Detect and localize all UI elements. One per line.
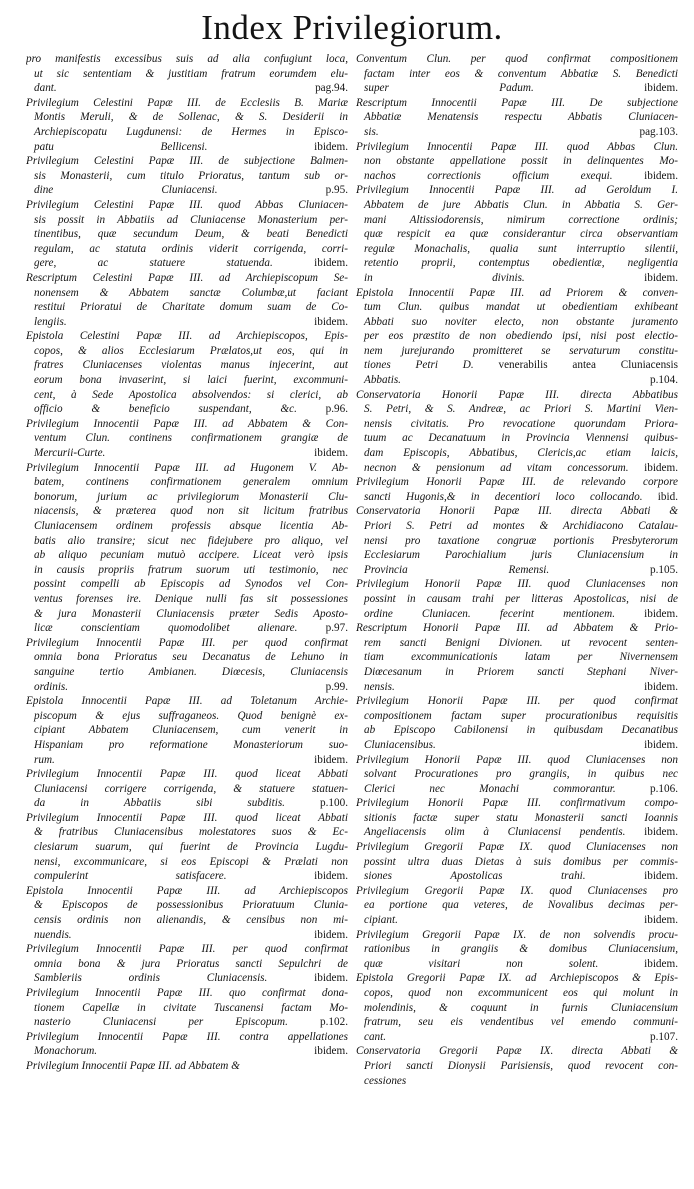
entry-line: tiam excommunicationis latam per Nivernensem bbox=[364, 651, 678, 664]
entry-line bbox=[356, 358, 678, 373]
page-reference: ibidem. bbox=[644, 271, 678, 284]
entry-line: rem sancti Benigni Divionen. ut revocent senten- bbox=[364, 636, 678, 649]
index-entry bbox=[26, 767, 348, 811]
entry-line: Privilegium Honorii Papæ III. quod Cluniacenses non bbox=[356, 578, 678, 591]
entry-line bbox=[356, 169, 678, 184]
entry-line: nonensem & Abbatem sanctæ Columbæ,ut faciant bbox=[34, 286, 348, 299]
entry-line: Cluniacensi corrigere corrigenda, & statuere statuen- bbox=[34, 782, 348, 795]
entry-line: Archiepiscopatu Lugdunensi: de Hermes in Episco- bbox=[34, 125, 348, 138]
entry-line bbox=[356, 782, 678, 797]
entry-line: Rescriptum Innocentii Papæ III. De subjectione bbox=[356, 96, 678, 109]
entry-text: cant. bbox=[364, 1030, 651, 1043]
entry-line: Abbatiæ Menatensis respectu Abbatis Cluniacen- bbox=[364, 111, 678, 124]
entry-line: & jura Monasterii Cluniacensis præter Sedis Aposto- bbox=[34, 607, 348, 620]
page-reference: p.96. bbox=[325, 403, 348, 416]
entry-line bbox=[26, 315, 348, 330]
index-entry bbox=[26, 1030, 348, 1059]
page-reference: ibidem. bbox=[644, 82, 678, 95]
entry-line: Conventum Clun. per quod confirmat compositionem bbox=[356, 53, 678, 65]
entry-line: ab aliquo pecuniam mutuò accipere. Liceat verò ipsis bbox=[34, 549, 348, 562]
entry-line: tinentibus, quæ secundum Deum, & beati Benedicti bbox=[34, 228, 348, 241]
entry-line: nensi pro taxatione congruæ portionis Presbyterorum bbox=[364, 534, 678, 547]
entry-line: Privilegium Innocentii Papæ III. quod Abbas Clun. bbox=[356, 140, 678, 153]
entry-line: tionem Capellæ in civitate Tuscanensi factam Mo- bbox=[34, 1001, 348, 1014]
index-entry bbox=[26, 417, 348, 461]
page-reference: p.106. bbox=[650, 782, 678, 795]
entry-line: piscopum & ejus suffraganeos. Quod benignè ex- bbox=[34, 709, 348, 722]
page-reference: p.104. bbox=[650, 374, 678, 387]
page-reference: p.95. bbox=[325, 184, 348, 197]
entry-line: ut sic sententiam & justitiam fratrum eorumdem elu- bbox=[34, 67, 348, 80]
entry-line: ventus forenses ire. Denique nulli fas sit possessiones bbox=[34, 592, 348, 605]
entry-line: in causis propriis fratrum suorum uti testimonio, nec bbox=[34, 563, 348, 576]
entry-line bbox=[356, 825, 678, 840]
page-reference: p.105. bbox=[650, 563, 678, 576]
entry-line: Abbatem de jure Abbatis Clun. in Abbatia S. Ger- bbox=[364, 198, 678, 211]
entry-line: tuum ac Decanatuum in Provincia Viennensi quibus- bbox=[364, 432, 678, 445]
entry-line: solvant Procurationes pro grangiis, in quibus nec bbox=[364, 768, 678, 781]
page-reference: ibid. bbox=[657, 490, 678, 503]
entry-line bbox=[26, 402, 348, 417]
entry-line: Privilegium Innocentii Papæ III. ad Abbatem & Con- bbox=[26, 417, 348, 430]
entry-line: Priori S. Petri ad montes & Archidiacono Catalau- bbox=[364, 520, 678, 532]
entry-line: Montis Meruli, & de Sollenac, & S. Desiderii in bbox=[34, 111, 348, 124]
entry-line: bonorum, jurium ac privilegiorum Monasterii Clu- bbox=[34, 490, 348, 503]
entry-line bbox=[26, 256, 348, 271]
entry-text: tiones Petri D. bbox=[364, 359, 499, 372]
index-entry bbox=[26, 942, 348, 986]
page-reference: ibidem. bbox=[314, 972, 348, 985]
entry-line: Epistola Gregorii Papæ IX. ad Archiepiscopos & Epis- bbox=[356, 972, 678, 985]
entry-line: batis alio transire; sicut nec fidejubere pro aliquo, vel bbox=[34, 534, 348, 547]
index-entry bbox=[26, 986, 348, 1030]
index-entry bbox=[356, 621, 678, 694]
entry-line: Privilegium Innocentii Papæ III. contra appellationes bbox=[26, 1030, 348, 1043]
entry-text: dine Cluniacensi. bbox=[34, 184, 326, 197]
entry-line: censis ordinis non alienandis, & censibus non mi- bbox=[34, 914, 348, 927]
page-reference: venerabilis antea Cluniacensis bbox=[498, 359, 678, 372]
entry-line: Privilegium Innocentii Papæ III. per quod confirmat bbox=[26, 636, 348, 649]
entry-text: da in Abbatiis sibi subditis. bbox=[34, 797, 321, 810]
entry-line: tum Clun. quibus mandat ut obedientiam exhibeant bbox=[364, 301, 678, 314]
page-reference: ibidem. bbox=[314, 140, 348, 153]
page-reference: ibidem. bbox=[314, 315, 348, 328]
page-reference: ibidem. bbox=[644, 607, 678, 620]
entry-line: possint in causam trahi per litteras Apostolicas, nisi de bbox=[364, 592, 678, 605]
entry-line: clesiarum suarum, qui fuerint de Provincia Lugdu- bbox=[34, 841, 348, 854]
entry-line bbox=[356, 563, 678, 578]
page-reference: p.107. bbox=[650, 1030, 678, 1043]
entry-line bbox=[26, 928, 348, 943]
entry-line: molendinis, & coquunt in furnis Cluniacensium bbox=[364, 1001, 678, 1014]
entry-text: ordine Cluniacen. fecerint mentionem. bbox=[364, 607, 645, 620]
entry-line bbox=[356, 125, 678, 140]
entry-line: sitionis factæ super statu Monasterii sancti Ioannis bbox=[364, 811, 678, 824]
entry-line: copos, & alios Ecclesiarum Prælatos,ut eos, qui in bbox=[34, 344, 348, 357]
entry-line: Epistola Innocentii Papæ III. ad Toletanum Archie- bbox=[26, 695, 348, 708]
entry-text: Clerici nec Monachi commorantur. bbox=[364, 782, 651, 795]
entry-line: Conservatoria Honorii Papæ III. directa Abbati & bbox=[356, 505, 678, 518]
entry-line: restitui Prioratui de Charitate domum suam de Co- bbox=[34, 301, 348, 314]
entry-line: mani Altissiodorensis, nimirum correctione ordinis; bbox=[364, 213, 678, 226]
entry-text: sis. bbox=[364, 125, 640, 138]
right-column bbox=[356, 52, 678, 1088]
index-entry bbox=[26, 52, 348, 96]
entry-line bbox=[356, 957, 678, 972]
page-reference: ibidem. bbox=[644, 738, 678, 751]
index-entry bbox=[26, 884, 348, 942]
entry-text: rum. bbox=[34, 753, 315, 766]
page-reference: ibidem. bbox=[314, 870, 348, 883]
entry-line: niacensis, & præterea quod non sit licitum fratribus bbox=[34, 505, 348, 518]
entry-text: Monachorum. bbox=[34, 1045, 315, 1058]
entry-text: quæ visitari non solent. bbox=[364, 957, 645, 970]
entry-line: regulam, ac statuta ordinis viderit corrigenda, corri- bbox=[34, 242, 348, 255]
index-entry bbox=[356, 140, 678, 184]
index-entry bbox=[356, 753, 678, 797]
entry-line: Epistola Celestini Papæ III. ad Archiepiscopos, Epis- bbox=[26, 330, 348, 343]
entry-line bbox=[26, 971, 348, 986]
index-entry bbox=[356, 1044, 678, 1088]
entry-line: Privilegium Gregorii Papæ IX. de non solvendis procu- bbox=[356, 928, 678, 941]
page-reference: ibidem. bbox=[314, 753, 348, 766]
entry-line: Conservatoria Honorii Papæ III. directa Abbatibus bbox=[356, 388, 678, 401]
page-title: Index Privilegiorum. bbox=[201, 8, 503, 47]
entry-text: officio & beneficio suspendant, &c. bbox=[34, 403, 326, 416]
page-reference: p.97. bbox=[325, 622, 348, 635]
page-reference: ibidem. bbox=[644, 914, 678, 927]
index-entry bbox=[356, 286, 678, 388]
entry-line: Privilegium Innocentii Papæ III. ad Hugonem V. Ab- bbox=[26, 461, 348, 474]
entry-text: super Padum. bbox=[364, 82, 645, 95]
entry-line bbox=[26, 753, 348, 768]
entry-text: sancti Hugonis,& in decentiori loco collocando. bbox=[364, 490, 658, 503]
entry-line bbox=[356, 869, 678, 884]
entry-line: & fratribus Cluniacensibus molestatores suos & Ec- bbox=[34, 826, 348, 839]
page-reference: ibidem. bbox=[314, 447, 348, 460]
index-entry bbox=[356, 840, 678, 884]
entry-line bbox=[26, 796, 348, 811]
entry-line: Ecclesiarum Parochialium juris Cluniacensium in bbox=[364, 549, 678, 562]
entry-line: Privilegium Honorii Papæ III. quod Cluniacenses non bbox=[356, 753, 678, 766]
entry-line: Privilegium Gregorii Papæ IX. quod Cluniacenses non bbox=[356, 841, 678, 854]
entry-line: Privilegium Innocentii Papæ III. quo confirmat dona- bbox=[26, 987, 348, 999]
index-entry bbox=[26, 271, 348, 329]
entry-line: Epistola Innocentii Papæ III. ad Archiepiscopos bbox=[26, 884, 348, 897]
entry-line: factam inter eos & conventum Abbatiæ S. Benedicti bbox=[364, 67, 678, 80]
index-entry bbox=[26, 96, 348, 154]
entry-line: per eos præstito de non obediendo ipsi, nisi post electio- bbox=[364, 330, 678, 343]
entry-line: Privilegium Honorii Papæ III. confirmativum compo- bbox=[356, 797, 678, 810]
entry-text: lengiis. bbox=[34, 315, 315, 328]
entry-line bbox=[356, 373, 678, 388]
entry-line: Privilegium Honorii Papæ III. de relevando corpore bbox=[356, 476, 678, 489]
entry-line: Cluniacensem ordinem professis absque licentia Ab- bbox=[34, 520, 348, 532]
page-reference: pag.94. bbox=[315, 82, 348, 95]
entry-line: compositionem factam super procurationibus requisitis bbox=[364, 709, 678, 722]
entry-line bbox=[26, 183, 348, 198]
entry-line: possint compelli ab Episcopis ad Synodos vel Con- bbox=[34, 578, 348, 591]
entry-line: Diœcesanum in Priorem sancti Stephani Niver- bbox=[364, 665, 678, 678]
entry-line: rationibus in grangiis & domibus Cluniacensium, bbox=[364, 943, 678, 956]
entry-line: nensi, excommunicare, si eos Episcopi & Prælati non bbox=[34, 855, 348, 868]
entry-text: Sambleriis ordinis Cluniacensis. bbox=[34, 972, 315, 985]
entry-line bbox=[356, 271, 678, 286]
entry-line: ab Episcopo Cabilonensi in quibusdam Decanatibus bbox=[364, 724, 678, 737]
entry-line bbox=[26, 621, 348, 636]
entry-line bbox=[356, 490, 678, 505]
index-entry bbox=[26, 461, 348, 636]
entry-line: Epistola Innocentii Papæ III. ad Priorem & conven- bbox=[356, 286, 678, 299]
index-entry bbox=[26, 329, 348, 417]
index-columns bbox=[26, 52, 678, 1088]
entry-line: sanguine tertio Ambianen. Diœcesis, Cluniacensis bbox=[34, 665, 348, 678]
entry-line: S. Petri, & S. Andreæ, ac Priori S. Martini Vien- bbox=[364, 403, 678, 416]
entry-line bbox=[356, 680, 678, 695]
entry-line: pro manifestis excessibus suis ad alia confugiunt loca, bbox=[26, 53, 348, 65]
entry-text: patu Bellicensi. bbox=[34, 140, 315, 153]
page-reference: ibidem. bbox=[644, 680, 678, 693]
index-entry bbox=[356, 971, 678, 1044]
entry-text: gere, ac statuere statuenda. bbox=[34, 257, 315, 270]
entry-line: Rescriptum Celestini Papæ III. ad Archiepiscopum Se- bbox=[26, 271, 348, 284]
page-reference: ibidem. bbox=[314, 257, 348, 270]
entry-line: fratrum, seu eis vendentibus vel emendo communi- bbox=[364, 1016, 678, 1029]
entry-text: nuendis. bbox=[34, 928, 315, 941]
page-reference: ibidem. bbox=[644, 826, 678, 839]
entry-line: Privilegium Innocentii Papæ III. ad Geroldum I. bbox=[356, 184, 678, 197]
entry-text: Abbatis. bbox=[364, 374, 651, 387]
entry-line: sis possit in Abbatiis ad Cluniacense Monasterium per- bbox=[34, 213, 348, 226]
index-entry bbox=[356, 183, 678, 285]
entry-line: batem, continens confirmationem generalem omnium bbox=[34, 476, 348, 489]
entry-line: quæ respicit ea quæ considerantur circa observantiam bbox=[364, 228, 678, 241]
index-entry bbox=[356, 52, 678, 96]
index-entry bbox=[356, 388, 678, 476]
entry-line bbox=[26, 81, 348, 96]
page-reference: ibidem. bbox=[644, 169, 678, 182]
index-entry bbox=[26, 1059, 348, 1074]
entry-line: Hispaniam pro reformatione Monasteriorum suo- bbox=[34, 738, 348, 751]
page-reference: pag.103. bbox=[639, 125, 678, 138]
entry-line: Privilegium Innocentii Papæ III. ad Abbatem & bbox=[26, 1059, 240, 1072]
page-reference: ibidem. bbox=[314, 928, 348, 941]
entry-line: omnia bona Prioratus seu Decanatus de Lehuno in bbox=[34, 651, 348, 664]
entry-line: Abbati suo noviter electo, non obstante juramento bbox=[364, 315, 678, 328]
entry-text: Angeliacensis olim à Cluniacensi pendentis. bbox=[364, 826, 645, 839]
page-reference: ibidem. bbox=[644, 870, 678, 883]
entry-line: regulæ Monachalis, qualia sunt interruptio silentii, bbox=[364, 242, 678, 255]
entry-line: ventum Clun. continens confirmationem grangiæ de bbox=[34, 432, 348, 445]
entry-line bbox=[356, 1030, 678, 1045]
index-entry bbox=[356, 884, 678, 928]
entry-text: nensis. bbox=[364, 680, 645, 693]
entry-line: Privilegium Gregorii Papæ IX. quod Cluniacenses pro bbox=[356, 884, 678, 897]
entry-line: Privilegium Innocentii Papæ III. quod liceat Abbati bbox=[26, 768, 348, 781]
entry-line: ea portione qua veteres, de Novalibus decimas per- bbox=[364, 899, 678, 912]
entry-text: Provincia Remensi. bbox=[364, 563, 651, 576]
index-entry bbox=[26, 154, 348, 198]
entry-line: cipiant Abbatem Cluniacensem, cum venerit in bbox=[34, 724, 348, 737]
page-reference: ibidem. bbox=[314, 1045, 348, 1058]
entry-line: Conservatoria Gregorii Papæ IX. directa Abbati & bbox=[356, 1045, 678, 1058]
entry-line: Privilegium Innocentii Papæ III. quod liceat Abbati bbox=[26, 811, 348, 824]
entry-line: omnia bona & jura Prioratus sancti Sepulchri de bbox=[34, 957, 348, 970]
entry-text: Mercurii-Curte. bbox=[34, 447, 315, 460]
entry-text: Cluniacensibus. bbox=[364, 738, 645, 751]
page-reference: p.100. bbox=[320, 797, 348, 810]
entry-line bbox=[356, 461, 678, 476]
entry-line: possint ultra duas Dietas à suis domibus per commis- bbox=[364, 855, 678, 868]
entry-line bbox=[26, 1044, 348, 1059]
page-reference: p.99. bbox=[325, 680, 348, 693]
index-entry bbox=[356, 96, 678, 140]
entry-line bbox=[26, 140, 348, 155]
index-entry bbox=[26, 198, 348, 271]
entry-line: & Episcopos de possessionibus Prioratuum Clunia- bbox=[34, 899, 348, 912]
index-entry bbox=[356, 694, 678, 752]
index-entry bbox=[26, 694, 348, 767]
entry-line: fratres Cluniacenses violentas manus injecerint, aut bbox=[34, 359, 348, 372]
entry-line: Privilegium Celestini Papæ III. quod Abbas Cluniacen- bbox=[26, 198, 348, 211]
entry-line: sis Monasterii, cum titulo Prioratus, tantum sub or- bbox=[34, 169, 348, 182]
entry-line: copos, quod non excommunicent eos qui molunt in bbox=[364, 987, 678, 999]
left-column bbox=[26, 52, 348, 1088]
entry-line: retentio proprii, contemptus obedientiæ, negligentia bbox=[364, 257, 678, 270]
entry-line bbox=[26, 869, 348, 884]
page-reference: p.102. bbox=[320, 1016, 348, 1029]
entry-text: necnon & pensionum ad vitam concessorum. bbox=[364, 461, 645, 474]
entry-line: eorum bona invaserint, si laici fuerint, excommuni- bbox=[34, 374, 348, 387]
entry-line: Privilegium Honorii Papæ III. per quod confirmat bbox=[356, 695, 678, 708]
page-reference: ibidem. bbox=[644, 957, 678, 970]
index-entry bbox=[26, 811, 348, 884]
entry-line: cent, à Sede Apostolica absolvendos: si clerici, ab bbox=[34, 388, 348, 401]
entry-line bbox=[356, 913, 678, 928]
index-entry bbox=[356, 928, 678, 972]
page-reference: ibidem. bbox=[644, 461, 678, 474]
entry-line bbox=[26, 1015, 348, 1030]
entry-text: ordinis. bbox=[34, 680, 326, 693]
entry-text: licæ conscientiam quomodolibet alienare. bbox=[34, 622, 326, 635]
entry-line: Privilegium Innocentii Papæ III. per quod confirmat bbox=[26, 943, 348, 956]
entry-line: nensis civitatis. Pro revocatione quorundam Priora- bbox=[364, 417, 678, 430]
entry-text: dant. bbox=[34, 82, 316, 95]
entry-line: Rescriptum Honorii Papæ III. ad Abbatem & Prio- bbox=[356, 622, 678, 635]
entry-text: nasterio Cluniacensi per Episcopum. bbox=[34, 1016, 321, 1029]
entry-line bbox=[356, 607, 678, 622]
entry-line bbox=[356, 81, 678, 96]
index-entry bbox=[356, 796, 678, 840]
entry-text: siones Apostolicas trahi. bbox=[364, 870, 645, 883]
entry-line: cessiones bbox=[364, 1074, 407, 1087]
entry-line: nem jurejurando promitteret se servaturum constitu- bbox=[364, 344, 678, 357]
entry-text: nachos correctionis officium exequi. bbox=[364, 169, 645, 182]
index-entry bbox=[26, 636, 348, 694]
entry-line: dam Episcopis, Abbatibus, Clericis,ac etiam laicis, bbox=[364, 447, 678, 460]
entry-line: Privilegium Celestini Papæ III. de Ecclesiis B. Mariæ bbox=[26, 96, 348, 109]
entry-text: in divinis. bbox=[364, 271, 645, 284]
index-entry bbox=[356, 475, 678, 504]
entry-line: Privilegium Celestini Papæ III. de subjectione Balmen- bbox=[26, 155, 348, 168]
entry-text: compulerint satisfacere. bbox=[34, 870, 315, 883]
entry-line bbox=[26, 680, 348, 695]
entry-text: cipiant. bbox=[364, 914, 645, 927]
entry-line: Priori sancti Dionysii Parisiensis, quod revocent con- bbox=[364, 1059, 678, 1072]
index-entry bbox=[356, 577, 678, 621]
entry-line: non obstante appellatione possit in delinquentes Mo- bbox=[364, 155, 678, 168]
entry-line bbox=[356, 738, 678, 753]
index-entry bbox=[356, 504, 678, 577]
entry-line bbox=[26, 446, 348, 461]
